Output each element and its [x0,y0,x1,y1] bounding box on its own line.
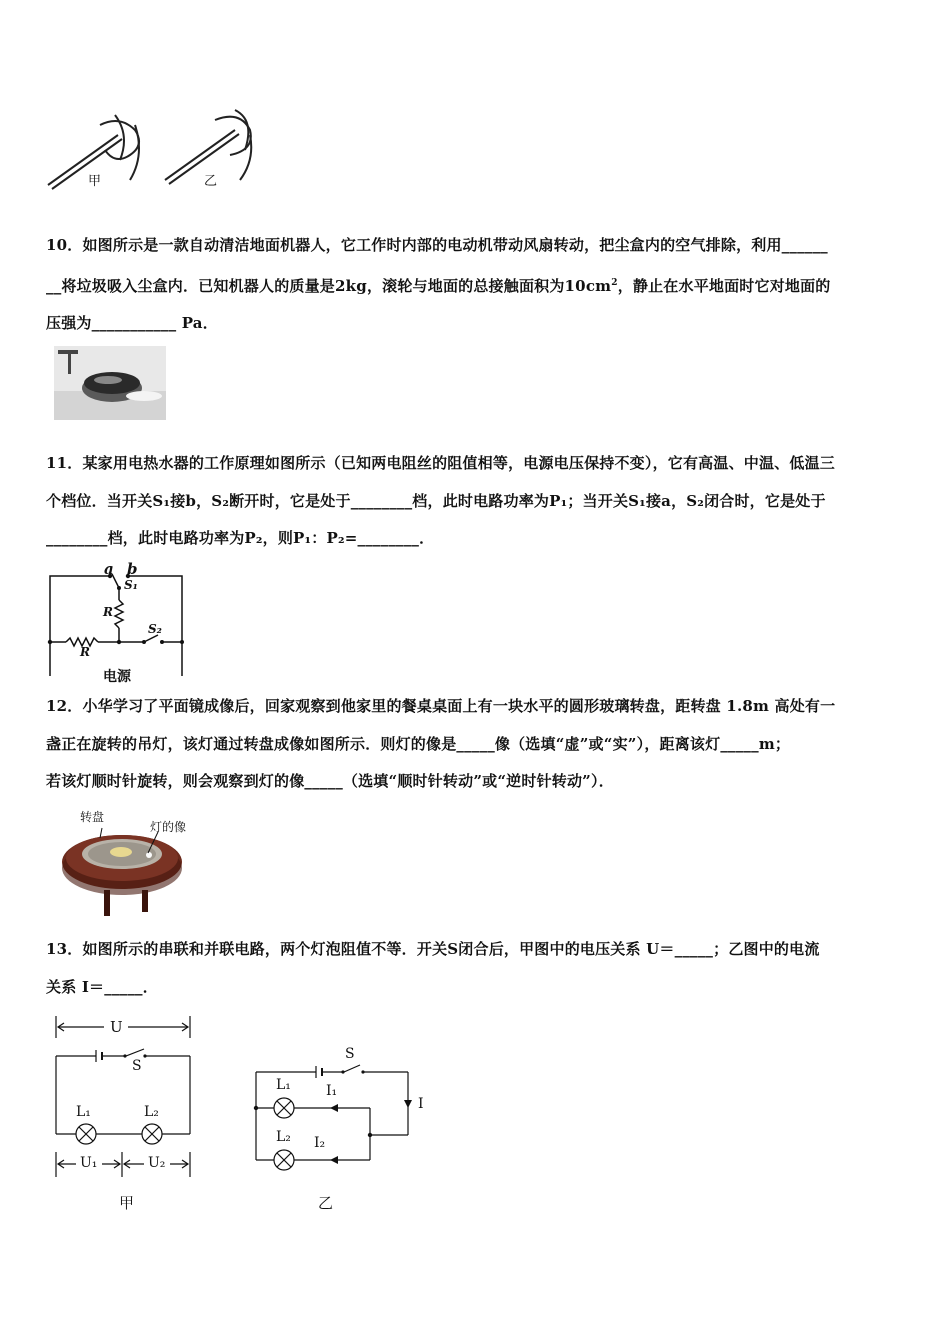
q11-label-r2: R [80,645,90,659]
q13a-caption: 甲 [119,1194,135,1212]
q12-line-1: 12．小华学习了平面镜成像后，回家观察到他家里的餐桌桌面上有一块水平的圆形玻璃转盘，距转盘 1.8m 高处有一 [46,697,836,715]
q11-label-s2: S₂ [148,622,162,636]
q13b-label-I2: I₂ [314,1135,326,1151]
question-11 [46,445,910,558]
q11-label-r1: R [103,605,113,619]
question-10 [46,227,910,343]
robot-vacuum-photo [54,346,166,420]
fig9-label-b: 乙 [204,174,218,189]
q11-label-source: 电源 [103,669,131,685]
q13-line-1: 13．如图所示的串联和并联电路，两个灯泡阻值不等．开关S闭合后，甲图中的电压关系 U＝_____；乙图中的电流 [46,940,820,958]
q11-line-3: ________档，此时电路功率为P₂，则P₁：P₂=________． [46,529,435,547]
q13a-label-L2: L₂ [144,1104,159,1120]
test-pen-figure [40,105,270,200]
q10-line-2: __将垃圾吸入尘盒内．已知机器人的质量是2kg，滚轮与地面的总接触面积为$10cm^2$，静止在水平地面时它对地面的 [46,276,831,295]
q13b-label-I: I [418,1096,424,1112]
q11-label-a: a [104,560,114,578]
q13b-label-L2: L₂ [276,1129,291,1145]
q10-line-3: 压强为___________ Pa． [46,314,218,332]
q12-line-2: 盏正在旋转的吊灯，该灯通过转盘成像如图所示．则灯的像是_____像（选填“虚”或“实”），距离该灯_____m； [46,734,791,753]
q13a-label-S: S [132,1058,142,1074]
q13b-caption: 乙 [318,1194,334,1212]
q10-line-1: 10．如图所示是一款自动清洁地面机器人，它工作时内部的电动机带动风扇转动，把尘盒内的空气排除，利用______ [46,236,828,254]
q13a-label-L1: L₁ [76,1104,91,1120]
dining-table-photo [60,820,188,920]
q13a-label-U2: U₂ [148,1155,166,1171]
q13a-label-U: U [110,1018,123,1036]
q11-line-1: 11．某家用电热水器的工作原理如图所示（已知两电阻丝的阻值相等，电源电压保持不变），它有高温、中温、低温三 [46,454,835,472]
q11-label-s1: S₁ [124,578,138,592]
q13a-label-U1: U₁ [80,1155,98,1171]
q11-line-2: 个档位．当开关S₁接b，S₂断开时，它是处于________档，此时电路功率为P₁；当开关S₁接a，S₂闭合时，它是处于 [46,491,826,510]
q12-label-lamp-image: 灯的像 [150,820,187,834]
series-circuit-diagram [52,1012,197,1187]
q12-label-turntable: 转盘 [80,810,105,824]
q13b-label-L1: L₁ [276,1077,291,1093]
q11-label-b: b [127,560,138,578]
q13b-label-S: S [345,1046,355,1062]
question-13 [46,931,910,1006]
q12-line-3: 若该灯顺时针旋转，则会观察到灯的像_____（选填“顺时针转动”或“逆时针转动”）． [46,772,614,790]
q13-line-2: 关系 I＝_____． [46,977,158,996]
q13b-label-I1: I₁ [326,1083,338,1099]
fig9-label-a: 甲 [88,174,102,189]
question-12 [46,688,910,801]
